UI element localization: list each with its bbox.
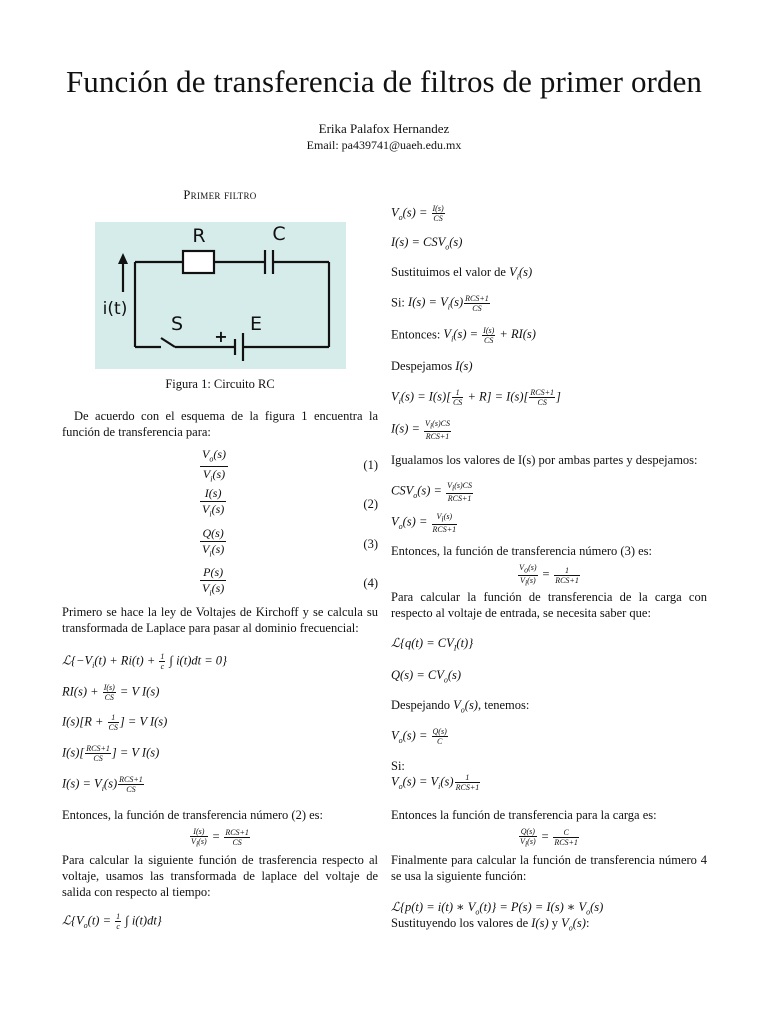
eq1-tag: (1) bbox=[363, 458, 378, 472]
source-label: E bbox=[249, 313, 263, 335]
eq-vo-q: $V_o(s)$ = $\frac{Q(s)}{C}$ bbox=[391, 727, 447, 746]
eq3-denominator: $V_i(s)$ bbox=[202, 542, 225, 559]
eq3-numerator: Q(s) bbox=[200, 526, 226, 542]
eq-q: $Q(s) = CV_o(s)$ bbox=[391, 668, 462, 685]
eq1-numerator: $V_o(s)$ bbox=[200, 447, 228, 467]
despejando-text: Despejando bbox=[391, 698, 451, 712]
eq-vo: $V_o(s)$ = $\frac{I(s)}{CS}$ bbox=[391, 204, 444, 223]
eq2-denominator: $V_i(s)$ bbox=[202, 502, 225, 519]
carga-paragraph: Para calcular la función de transferencia de la carga con respecto al voltaje de entrada, se necesita saber que: bbox=[391, 590, 707, 620]
eq-vi-expanded: $V_i(s) = I(s)$[ $\frac{1}{CS}$ + R] = I(s)[ $\frac{\text{RCS+1}}{CS}$ ] bbox=[391, 388, 561, 407]
eq-ri: RI(s) + $\frac{I(s)}{CS}$ = V I(s) bbox=[62, 683, 160, 702]
sustituyendo-line: Sustituyendo los valores de I(s) y $V_o(s)$: bbox=[391, 916, 590, 933]
despejamos-line: Despejamos I(s) bbox=[391, 359, 473, 373]
entonces-text: Entonces: bbox=[391, 327, 441, 342]
eq1-denominator: $V_i(s)$ bbox=[202, 467, 226, 484]
sustituimos-text: Sustituimos el valor de bbox=[391, 265, 506, 279]
tenemos-text: , tenemos: bbox=[477, 698, 530, 712]
laplace-p: ℒ{p(t) = i(t) ∗ $V_o(t)\} = P(s) = I(s)$ ∗ $V_o(s)$ bbox=[391, 899, 604, 917]
author-name: Erika Palafox Hernandez bbox=[318, 121, 450, 136]
despejamos-text: Despejamos bbox=[391, 359, 453, 373]
switch-label: S bbox=[170, 313, 184, 335]
equation-4 bbox=[62, 565, 378, 601]
current-label: i(t) bbox=[102, 299, 128, 319]
sustituimos-line: Sustituimos el valor de $V_i(s)$ bbox=[391, 265, 533, 282]
despejando-line: Despejando $V_o(s)$, tenemos: bbox=[391, 698, 530, 715]
laplace-q: ℒ{q(t) = $CV_I(t)$} bbox=[391, 635, 474, 653]
kirchoff-paragraph: Primero se hace la ley de Voltajes de Kirchoff y se calcula su transformada de Laplace para pasar al dominio frecuencial: bbox=[62, 605, 378, 635]
equation-1 bbox=[62, 447, 378, 483]
equation-3 bbox=[62, 526, 378, 562]
eq4-denominator: $V_i(s)$ bbox=[202, 581, 225, 598]
eq-i-csvo: $I(s) = CSV_o(s)$ bbox=[391, 235, 463, 252]
si-line: Si: $I(s) = V_i(s)$ $\frac{\text{RCS+1}}{CS}$ bbox=[391, 294, 489, 313]
section-heading: Primer filtro bbox=[183, 188, 257, 202]
resistor-label: R bbox=[192, 225, 206, 247]
si2-text: Si: bbox=[391, 759, 405, 773]
plus-sign: + bbox=[214, 327, 228, 346]
entonces-3-text: Entonces, la función de transferencia número (3) es: bbox=[391, 544, 653, 558]
figure-caption: Figura 1: Circuito RC bbox=[165, 377, 275, 391]
eq-i-of-s: $I(s) = V_i(s)$ $\frac{\text{RCS+1}}{CS}$ bbox=[62, 775, 143, 794]
igualamos-text: Igualamos los valores de I(s) por ambas partes y despejamos: bbox=[391, 453, 698, 467]
transfer-fn-carga: $\frac{Q(s)}{V_i(s)}$ = $\frac{C}{\text{RCS+1}}$ bbox=[520, 827, 578, 849]
eq2-tag: (2) bbox=[363, 497, 378, 511]
siguiente-paragraph: Para calcular la siguiente función de trasferencia respecto al voltaje, usamos las transformada de laplace del voltaje de salida con respecto al tiempo: bbox=[62, 853, 378, 899]
eq2-numerator: I(s) bbox=[200, 486, 226, 502]
author-email: Email: pa439741@uaeh.edu.mx bbox=[306, 138, 462, 152]
transfer-fn-3: $\frac{V_o(s)}{V_i(s)}$ = $\frac{1}{\text{RCS+1}}$ bbox=[519, 563, 579, 588]
eq-vo-si: $V_o(s) = V_i(s)$ $\frac{1}{\text{RCS+1}}$ bbox=[391, 773, 480, 792]
laplace-vo: $ℒ\{V_o(t)$ = $\frac{1}{c}$ ∫ i(t)dt} bbox=[62, 912, 162, 931]
entonces-carga-text: Entonces la función de transferencia para la carga es: bbox=[391, 808, 657, 822]
equation-2 bbox=[62, 486, 378, 522]
entonces-line: Entonces: $V_i(s)$ = $\frac{I(s)}{CS}$ + RI(s) bbox=[391, 326, 536, 345]
eq-i-solved: I(s) = $\frac{V_i(s)CS}{\text{RCS+1}}$ bbox=[391, 419, 450, 441]
eq4-numerator: P(s) bbox=[200, 565, 226, 581]
circuit-figure bbox=[95, 222, 346, 369]
intro-paragraph: De acuerdo con el esquema de la figura 1 encuentra la función de transferencia para: bbox=[62, 409, 378, 439]
sustituyendo-text: Sustituyendo los valores de bbox=[391, 916, 529, 930]
transfer-fn-2: $\frac{I(s)}{V_i(s)}$ = $\frac{\text{RCS+1}}{CS}$ bbox=[191, 827, 249, 849]
capacitor-label: C bbox=[272, 223, 286, 245]
rc-circuit-diagram bbox=[95, 222, 346, 369]
eq-factor: I(s)[R + $\frac{1}{CS}$ ] = V I(s) bbox=[62, 713, 168, 732]
entonces-2-text: Entonces, la función de transferencia número (2) es: bbox=[62, 808, 324, 822]
paper-title: Función de transferencia de filtros de primer orden bbox=[65, 64, 703, 99]
eq3-tag: (3) bbox=[363, 537, 378, 551]
eq-rcs: I(s)[ $\frac{\text{RCS+1}}{CS}$ ] = V I(s) bbox=[62, 744, 160, 763]
y-text: y bbox=[551, 916, 558, 930]
eq-csvo: $CSV_o(s)$ = $\frac{V_i(s)CS}{\text{RCS+1}}$ bbox=[391, 481, 473, 503]
eq-vo-solved: $V_o(s)$ = $\frac{V_i(s)}{\text{RCS+1}}$ bbox=[391, 512, 457, 534]
si-text: Si: bbox=[391, 295, 405, 310]
finalmente-paragraph: Finalmente para calcular la función de transferencia número 4 se usa la siguiente función: bbox=[391, 853, 707, 883]
eq4-tag: (4) bbox=[363, 576, 378, 590]
laplace-kvl: $ℒ\{-V_i(t) + Ri(t)$ + $\frac{1}{c}$ ∫ i(t)dt = 0} bbox=[62, 652, 228, 671]
